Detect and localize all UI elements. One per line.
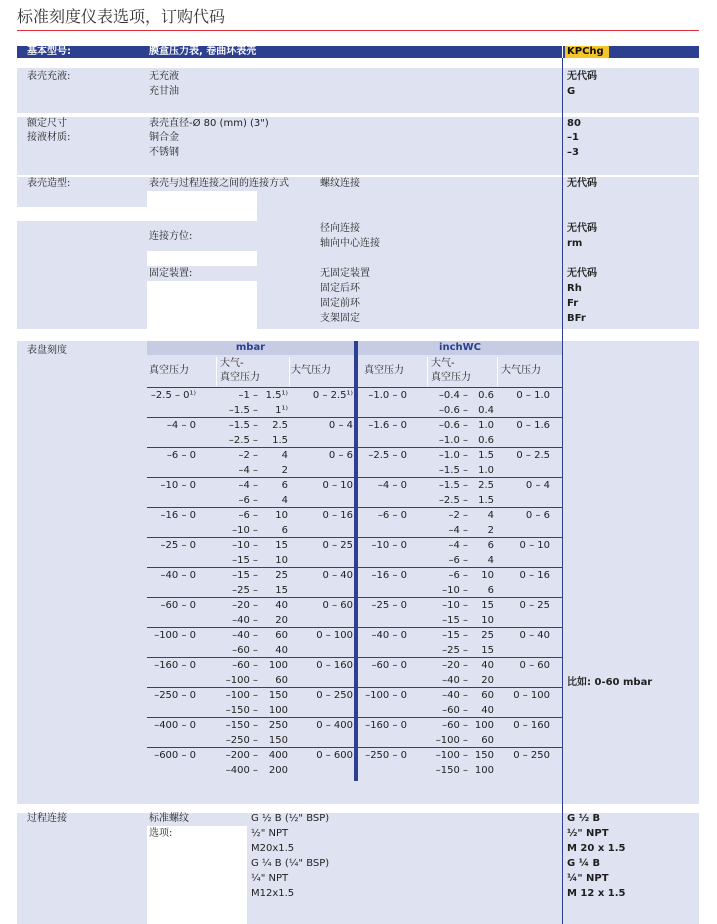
scale-combined-high: 4	[281, 450, 288, 461]
scale-combined-low: –400 –	[225, 765, 258, 776]
scale-positive-inch: 0 – 250	[513, 750, 550, 761]
col-combined-inch-1: 大气-	[431, 358, 455, 369]
scale-combined-low: –60 –	[232, 645, 258, 656]
process-option: M12x1.5	[251, 888, 295, 899]
direction-option: 径向连接	[320, 223, 360, 234]
scale-combined-inch-high: 4	[487, 555, 494, 566]
scale-combined-high: 200	[268, 765, 288, 776]
scale-combined-inch-high: 2	[487, 525, 494, 536]
direction-code: rm	[567, 238, 583, 249]
scale-combined-inch-high: 6	[487, 585, 494, 596]
scale-vacuum: –250 – 0	[154, 690, 196, 701]
unit-inchwc: inchWC	[439, 342, 481, 353]
size-code: 80	[567, 118, 581, 129]
scale-combined-high: 60	[275, 675, 288, 686]
connection-type: 螺纹连接	[320, 178, 360, 189]
scale-combined-low: –15 –	[232, 555, 258, 566]
process-code: ¼" NPT	[567, 873, 609, 884]
scale-positive: 0 – 2.5¹⁾	[312, 390, 353, 401]
fill-code: 无代码	[567, 71, 597, 82]
scale-combined-inch-high: 15	[481, 600, 494, 611]
fill-code: G	[567, 86, 576, 97]
scale-combined-inch-high: 10	[481, 615, 494, 626]
scale-vacuum: –6 – 0	[166, 450, 196, 461]
scale-combined-high: 6	[281, 525, 288, 536]
scale-combined-high: 15	[275, 585, 288, 596]
scale-combined-high: 150	[268, 690, 288, 701]
scale-vacuum-inch: –6 – 0	[377, 510, 407, 521]
scale-positive-inch: 0 – 1.0	[516, 390, 550, 401]
scale-positive-inch: 0 – 1.6	[516, 420, 550, 431]
scale-vacuum-inch: –10 – 0	[371, 540, 407, 551]
scale-positive-inch: 0 – 160	[513, 720, 550, 731]
scale-combined-inch-low: –100 –	[435, 750, 468, 761]
scale-combined-low: –4 –	[238, 465, 258, 476]
standard-thread-label: 标准螺纹	[149, 813, 189, 824]
scale-combined-high: 20	[275, 615, 288, 626]
scale-vacuum: –100 – 0	[154, 630, 196, 641]
process-code: M 12 x 1.5	[567, 888, 626, 899]
scale-combined-inch-high: 100	[474, 720, 494, 731]
scale-positive: 0 – 25	[322, 540, 353, 551]
scale-combined-inch-low: –1.0 –	[438, 435, 468, 446]
scale-combined-inch-high: 2.5	[478, 480, 494, 491]
scale-combined-low: –250 –	[225, 735, 258, 746]
scale-vacuum-inch: –4 – 0	[377, 480, 407, 491]
scale-positive: 0 – 100	[316, 630, 353, 641]
col-combined-2: 真空压力	[220, 372, 260, 383]
scale-vacuum-inch: –2.5 – 0	[368, 450, 407, 461]
scale-combined-high: 400	[268, 750, 288, 761]
scale-positive: 0 – 600	[316, 750, 353, 761]
scale-combined-low: –4 –	[238, 480, 258, 491]
scale-col-rule	[427, 357, 428, 386]
process-code: M 20 x 1.5	[567, 843, 626, 854]
process-option: M20x1.5	[251, 843, 295, 854]
col-positive: 大气压力	[291, 365, 331, 376]
scale-col-rule	[289, 357, 290, 386]
scale-combined-inch-low: –0.6 –	[438, 420, 468, 431]
scale-combined-inch-low: –4 –	[448, 525, 468, 536]
scale-combined-high: 40	[275, 645, 288, 656]
scale-combined-low: –25 –	[232, 585, 258, 596]
mount-option: 固定后环	[320, 283, 360, 294]
scale-combined-high: 2.5	[272, 420, 288, 431]
scale-combined-low: –150 –	[225, 705, 258, 716]
header-bar	[17, 46, 562, 58]
fill-option: 充甘油	[149, 86, 179, 97]
scale-combined-low: –40 –	[232, 615, 258, 626]
scale-combined-inch-low: –150 –	[435, 765, 468, 776]
direction-label: 连接方位:	[149, 231, 193, 242]
scale-combined-inch-low: –2.5 –	[438, 495, 468, 506]
scale-combined-inch-high: 40	[481, 660, 494, 671]
scale-col-rule	[216, 357, 217, 386]
fill-label: 表壳充液:	[27, 71, 71, 82]
material-code: –1	[567, 132, 579, 143]
scale-combined-low: –2.5 –	[228, 435, 258, 446]
scale-positive-inch: 0 – 10	[519, 540, 550, 551]
process-code: ½" NPT	[567, 828, 609, 839]
scale-positive-inch: 0 – 100	[513, 690, 550, 701]
scale-combined-low: –15 –	[232, 570, 258, 581]
scale-combined-low: –100 –	[225, 690, 258, 701]
fill-option: 无充液	[149, 71, 179, 82]
process-option: ½" NPT	[251, 828, 289, 839]
scale-combined-inch-low: –40 –	[442, 690, 468, 701]
scale-combined-high: 100	[268, 660, 288, 671]
scale-positive-inch: 0 – 16	[519, 570, 550, 581]
material-option: 铜合金	[149, 132, 179, 143]
scale-vacuum: –40 – 0	[160, 570, 196, 581]
col-combined-inch-2: 真空压力	[431, 372, 471, 383]
mount-option: 固定前环	[320, 298, 360, 309]
scale-col-rule	[497, 357, 498, 386]
scale-combined-inch-low: –1.5 –	[438, 465, 468, 476]
scale-combined-high: 15	[275, 540, 288, 551]
scale-vacuum: –160 – 0	[154, 660, 196, 671]
scale-combined-inch-high: 10	[481, 570, 494, 581]
scale-combined-inch-high: 0.4	[478, 405, 494, 416]
scale-combined-inch-low: –6 –	[448, 555, 468, 566]
connection-code: 无代码	[567, 178, 597, 189]
process-code: G ¼ B	[567, 858, 601, 869]
process-code: G ½ B	[567, 813, 601, 824]
base-model-value: 膜盒压力表, 卷曲环表壳	[149, 46, 257, 57]
scale-positive: 0 – 60	[322, 600, 353, 611]
col-vacuum-inch: 真空压力	[364, 365, 404, 376]
mount-option: 支架固定	[320, 313, 360, 324]
scale-positive: 0 – 250	[316, 690, 353, 701]
scale-vacuum: –25 – 0	[160, 540, 196, 551]
scale-combined-low: –20 –	[232, 600, 258, 611]
scale-combined-inch-high: 1.0	[478, 420, 494, 431]
scale-combined-inch-low: –60 –	[442, 720, 468, 731]
scale-combined-low: –2 –	[238, 450, 258, 461]
scale-combined-inch-low: –25 –	[442, 645, 468, 656]
scale-positive-inch: 0 – 25	[519, 600, 550, 611]
scale-combined-inch-high: 15	[481, 645, 494, 656]
scale-combined-inch-high: 60	[481, 735, 494, 746]
scale-vacuum-inch: –250 – 0	[365, 750, 407, 761]
scale-combined-inch-low: –10 –	[442, 600, 468, 611]
unit-column-divider	[354, 341, 358, 781]
scale-vacuum: –4 – 0	[166, 420, 196, 431]
scale-positive-inch: 0 – 60	[519, 660, 550, 671]
mount-code: Rh	[567, 283, 582, 294]
mount-code: Fr	[567, 298, 579, 309]
scale-combined-inch-low: –10 –	[442, 585, 468, 596]
scale-vacuum-inch: –1.0 – 0	[368, 390, 407, 401]
scale-combined-low: –10 –	[232, 525, 258, 536]
col-combined-1: 大气-	[220, 358, 244, 369]
scale-positive: 0 – 160	[316, 660, 353, 671]
scale-vacuum-inch: –40 – 0	[371, 630, 407, 641]
size-label: 额定尺寸	[27, 118, 67, 129]
scale-combined-inch-high: 20	[481, 675, 494, 686]
scale-vacuum: –60 – 0	[160, 600, 196, 611]
unit-mbar: mbar	[235, 342, 266, 353]
connection-text: 表壳与过程连接之间的连接方式	[149, 178, 289, 189]
process-label: 过程连接	[27, 813, 67, 824]
scale-positive-inch: 0 – 2.5	[516, 450, 550, 461]
case-label: 表壳造型:	[27, 178, 71, 189]
scale-combined-low: –6 –	[238, 510, 258, 521]
scale-combined-low: –40 –	[232, 630, 258, 641]
scale-combined-low: –1.5 –	[228, 405, 258, 416]
scale-combined-low: –1.5 –	[228, 420, 258, 431]
scale-combined-high: 1¹⁾	[275, 405, 288, 416]
scale-vacuum: –10 – 0	[160, 480, 196, 491]
scale-combined-inch-high: 1.5	[478, 495, 494, 506]
scale-combined-inch-low: –2 –	[448, 510, 468, 521]
scale-positive: 0 – 6	[328, 450, 353, 461]
scale-combined-inch-low: –1.0 –	[438, 450, 468, 461]
scale-combined-inch-low: –20 –	[442, 660, 468, 671]
code-column-divider	[562, 58, 563, 924]
scale-vacuum: –400 – 0	[154, 720, 196, 731]
mount-code: BFr	[567, 313, 586, 324]
process-option: G ¼ B (¼" BSP)	[251, 858, 330, 869]
scale-combined-inch-high: 40	[481, 705, 494, 716]
scale-combined-high: 100	[268, 705, 288, 716]
size-text: 表壳直径-Ø 80 (mm) (3")	[149, 118, 269, 129]
scale-positive: 0 – 10	[322, 480, 353, 491]
scale-vacuum-inch: –25 – 0	[371, 600, 407, 611]
scale-vacuum-inch: –16 – 0	[371, 570, 407, 581]
scale-combined-inch-high: 1.5	[478, 450, 494, 461]
scale-combined-low: –100 –	[225, 675, 258, 686]
scale-combined-inch-high: 25	[481, 630, 494, 641]
scale-vacuum: –16 – 0	[160, 510, 196, 521]
material-option: 不锈钢	[149, 147, 179, 158]
scale-section-bg	[17, 341, 699, 804]
direction-option: 轴向中心连接	[320, 238, 380, 249]
scale-combined-low: –60 –	[232, 660, 258, 671]
scale-vacuum: –600 – 0	[154, 750, 196, 761]
scale-combined-inch-low: –60 –	[442, 705, 468, 716]
mount-code: 无代码	[567, 268, 597, 279]
scale-combined-inch-high: 1.0	[478, 465, 494, 476]
scale-combined-high: 4	[281, 495, 288, 506]
base-model-code: KPChg	[565, 46, 609, 58]
scale-combined-inch-high: 6	[487, 540, 494, 551]
process-option: ¼" NPT	[251, 873, 289, 884]
scale-combined-high: 1.5	[272, 435, 288, 446]
scale-label: 表盘刻度	[27, 345, 67, 356]
mount-option: 无固定装置	[320, 268, 370, 279]
scale-positive: 0 – 16	[322, 510, 353, 521]
scale-combined-low: –150 –	[225, 720, 258, 731]
scale-combined-high: 6	[281, 480, 288, 491]
scale-combined-inch-low: –15 –	[442, 615, 468, 626]
scale-combined-high: 10	[275, 510, 288, 521]
scale-combined-high: 25	[275, 570, 288, 581]
scale-combined-low: –200 –	[225, 750, 258, 761]
scale-combined-inch-low: –4 –	[448, 540, 468, 551]
scale-combined-inch-low: –0.4 –	[438, 390, 468, 401]
scale-combined-inch-low: –15 –	[442, 630, 468, 641]
scale-positive: 0 – 40	[322, 570, 353, 581]
material-label: 接液材质:	[27, 132, 71, 143]
scale-combined-inch-low: –0.6 –	[438, 405, 468, 416]
scale-combined-low: –1 –	[238, 390, 258, 401]
scale-combined-high: 2	[281, 465, 288, 476]
scale-combined-inch-high: 4	[487, 510, 494, 521]
material-code: –3	[567, 147, 579, 158]
scale-combined-low: –10 –	[232, 540, 258, 551]
scale-combined-high: 150	[268, 735, 288, 746]
scale-positive-inch: 0 – 6	[525, 510, 550, 521]
scale-combined-inch-low: –100 –	[435, 735, 468, 746]
scale-combined-inch-low: –40 –	[442, 675, 468, 686]
scale-combined-inch-high: 150	[474, 750, 494, 761]
scale-combined-high: 1.5¹⁾	[265, 390, 288, 401]
scale-combined-high: 40	[275, 600, 288, 611]
mount-label: 固定装置:	[149, 268, 193, 279]
scale-combined-inch-high: 60	[481, 690, 494, 701]
scale-vacuum-inch: –60 – 0	[371, 660, 407, 671]
scale-positive-inch: 0 – 4	[525, 480, 550, 491]
scale-combined-inch-high: 100	[474, 765, 494, 776]
scale-combined-high: 10	[275, 555, 288, 566]
process-option: G ½ B (½" BSP)	[251, 813, 330, 824]
direction-code: 无代码	[567, 223, 597, 234]
col-positive-inch: 大气压力	[501, 365, 541, 376]
scale-combined-inch-low: –6 –	[448, 570, 468, 581]
scale-vacuum-inch: –100 – 0	[365, 690, 407, 701]
scale-vacuum-inch: –160 – 0	[365, 720, 407, 731]
scale-combined-inch-high: 0.6	[478, 390, 494, 401]
page-title: 标准刻度仪表选项，订购代码	[17, 7, 226, 26]
scale-positive-inch: 0 – 40	[519, 630, 550, 641]
scale-positive: 0 – 4	[328, 420, 353, 431]
scale-combined-inch-high: 0.6	[478, 435, 494, 446]
scale-combined-high: 60	[275, 630, 288, 641]
scale-positive: 0 – 400	[316, 720, 353, 731]
scale-example: 比如: 0-60 mbar	[567, 677, 653, 688]
options-label: 选项:	[149, 828, 173, 839]
scale-combined-high: 250	[268, 720, 288, 731]
size-material-section-bg	[17, 117, 699, 175]
col-vacuum: 真空压力	[149, 365, 189, 376]
scale-combined-low: –6 –	[238, 495, 258, 506]
title-underline	[17, 30, 699, 31]
scale-vacuum: –2.5 – 0¹⁾	[150, 390, 196, 401]
scale-combined-inch-low: –1.5 –	[438, 480, 468, 491]
base-model-label: 基本型号:	[27, 46, 71, 57]
scale-vacuum-inch: –1.6 – 0	[368, 420, 407, 431]
